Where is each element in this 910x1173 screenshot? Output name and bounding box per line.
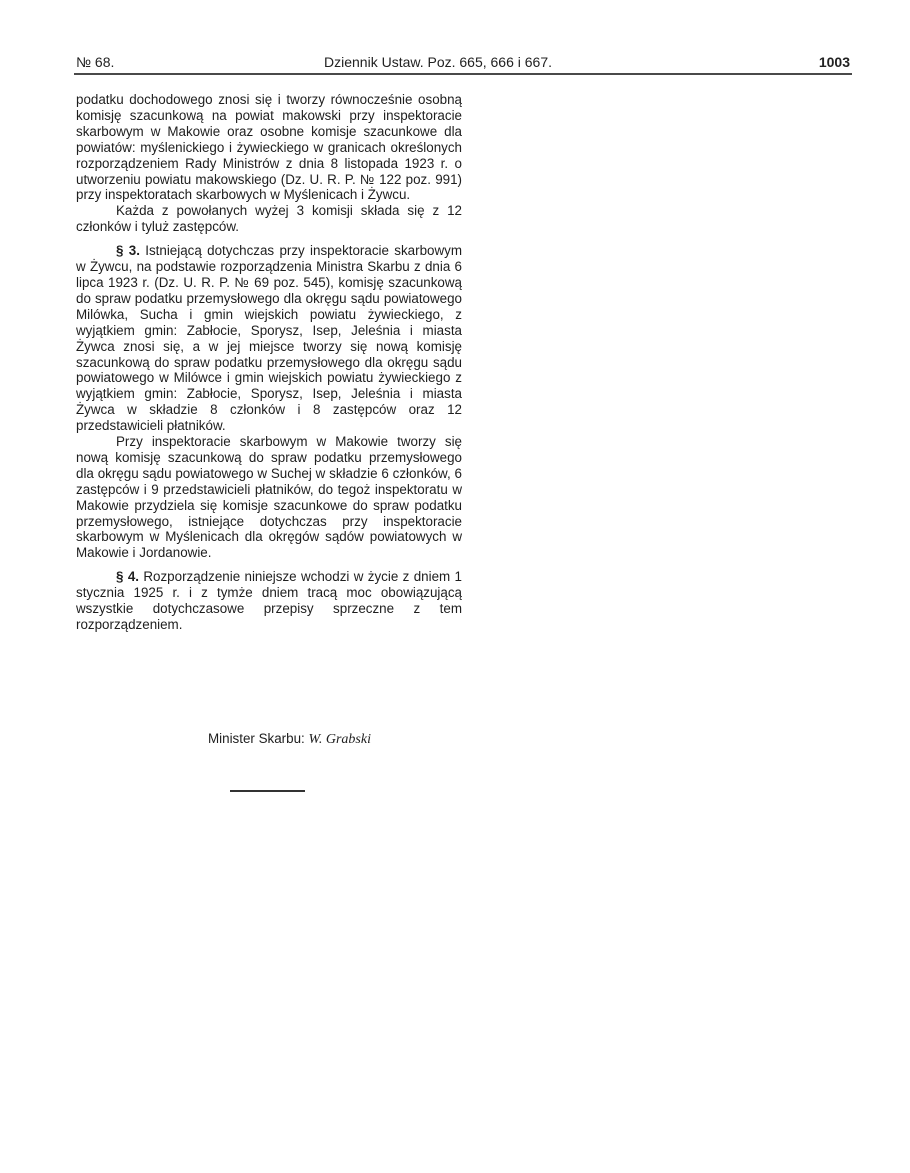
section-4 bbox=[76, 569, 462, 633]
section-4-text: Rozporządzenie niniejsze wchodzi w życie z dniem 1 stycznia 1925 r. i z tymże dniem tracą moc obowiązującą wszystkie dotychczasowe przepisy sprzeczne z tem rozporządzeniem. bbox=[76, 569, 462, 632]
section-3-marker: § 3. bbox=[116, 243, 140, 259]
section-4-marker: § 4. bbox=[116, 569, 139, 585]
signature-line bbox=[208, 731, 468, 748]
paragraph-committee-size: Każda z powołanych wyżej 3 komisji składa się z 12 członków i tyluż zastępców. bbox=[76, 203, 462, 235]
issue-number: № 68. bbox=[76, 54, 115, 70]
signature-role: Minister Skarbu: bbox=[208, 731, 309, 746]
section-3-text: Istniejącą dotychczas przy inspektoracie skarbowym w Żywcu, na podstawie rozporządzenia Ministra Skarbu z dnia 6 lipca 1923 r. (Dz. U. R. P. № 69 poz. 545), komisję szacunkową do spraw podatku przemysłowego dla okręgu sądu powiatowego Milówka, Sucha i gmin wiejskich powiatu żywieckiego, z wyjątkiem gmin: Zabłocie, Sporysz, Isep, Jeleśnia i miasta Żywca znosi się, a w jej miejsce tworzy się nową komisję szacunkową do spraw podatku przemysłowego dla okręgu sądu powiatowego w Milówce i gmin wiejskich powiatu żywieckiego z wyjątkiem gmin: Zabłocie, Sporysz, Isep, Jeleśnia i miasta Żywca w składzie 8 członków i 8 zastępców oraz 12 przedstawicieli płatników. bbox=[76, 243, 462, 434]
text-column bbox=[76, 92, 462, 633]
page-number: 1003 bbox=[818, 54, 850, 70]
end-rule bbox=[230, 790, 305, 792]
section-3-continuation: Przy inspektoracie skarbowym w Makowie tworzy się nową komisję szacunkową do spraw podatku przemysłowego dla okręgu sądu powiatowego w Suchej w składzie 6 członków, 6 zastępców i 9 przedstawicieli płatników, do tegoż inspektoratu w Makowie przydziela się komisje szacunkowe do spraw podatku przemysłowego, istniejące dotychczas przy inspektoracie skarbowym w Myślenicach dla okręgów sądów powiatowych w Makowie i Jordanowie. bbox=[76, 434, 462, 561]
header-rule bbox=[74, 73, 852, 75]
signature-name: W. Grabski bbox=[308, 732, 371, 747]
page-header bbox=[74, 52, 850, 74]
paragraph-continued: podatku dochodowego znosi się i tworzy równocześnie osobną komisję szacunkową na powiat makowski przy inspektoracie skarbowym w Makowie oraz osobne komisje szacunkowe dla powiatów: myślenickiego i żywieckiego w granicach określonych rozporządzeniem Rady Ministrów z dnia 8 listopada 1923 r. o utworzeniu powiatu makowskiego (Dz. U. R. P. № 122 poz. 991) przy inspektoratach skarbowych w Myślenicach i Żywcu. bbox=[76, 92, 462, 203]
journal-title: Dziennik Ustaw. Poz. 665, 666 i 667. bbox=[324, 54, 553, 70]
section-3 bbox=[76, 243, 462, 434]
